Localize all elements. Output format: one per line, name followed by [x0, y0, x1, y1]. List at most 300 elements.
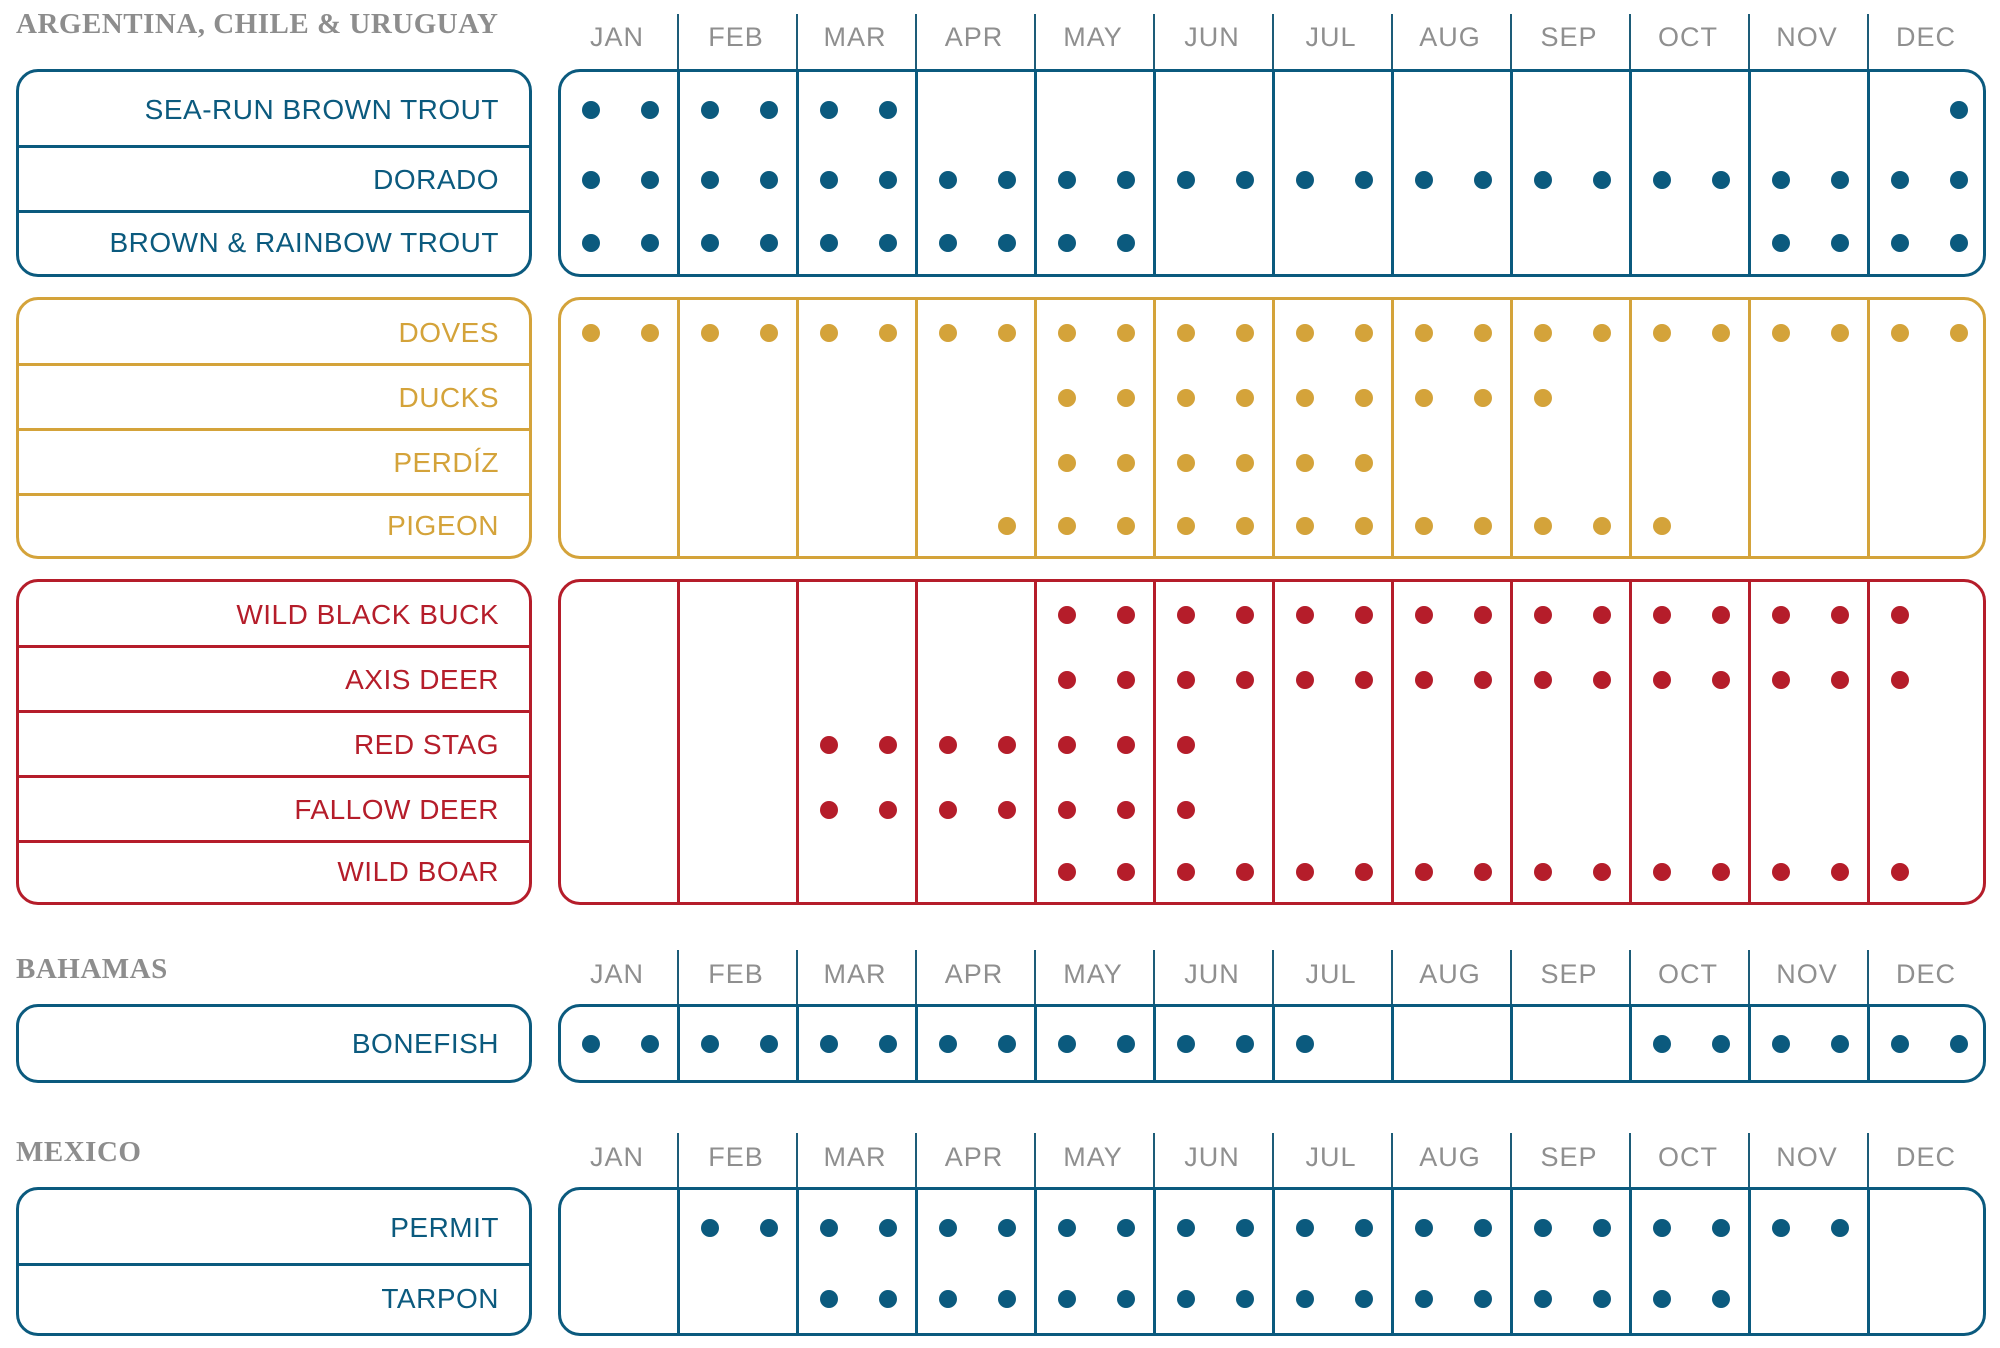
section-title: BAHAMAS [16, 953, 168, 985]
season-dot [939, 1219, 957, 1237]
season-dot [1058, 1035, 1076, 1053]
month-divider [1629, 582, 1632, 902]
season-grid [558, 1187, 1986, 1336]
season-dot [1236, 324, 1254, 342]
season-dot [1534, 863, 1552, 881]
season-dot [1593, 1290, 1611, 1308]
season-dot [1712, 606, 1730, 624]
season-dot [939, 1290, 957, 1308]
season-dot [1534, 517, 1552, 535]
species-label: PIGEON [387, 510, 499, 541]
species-label-box [16, 1187, 532, 1336]
species-row [19, 72, 529, 147]
month-header: FEB [708, 959, 764, 989]
month-divider [1629, 72, 1632, 274]
season-dot [998, 1290, 1016, 1308]
season-dot [820, 736, 838, 754]
season-dot [1653, 324, 1671, 342]
season-dot [820, 1219, 838, 1237]
species-row [19, 1007, 529, 1080]
species-label: DUCKS [398, 382, 499, 413]
season-dot [1415, 1290, 1433, 1308]
season-dot [1296, 171, 1314, 189]
season-dot [1117, 171, 1135, 189]
season-dot [760, 1219, 778, 1237]
month-divider [1510, 1190, 1513, 1333]
month-divider [796, 1190, 799, 1333]
month-header-divider [677, 950, 679, 1006]
season-dot [1772, 234, 1790, 252]
season-dot [1891, 863, 1909, 881]
month-header-divider [1629, 1133, 1631, 1189]
month-header-divider [1748, 1133, 1750, 1189]
season-dot [939, 171, 957, 189]
species-label: SEA-RUN BROWN TROUT [144, 94, 499, 125]
season-dot [879, 736, 897, 754]
season-dot [879, 324, 897, 342]
season-dot [1296, 863, 1314, 881]
row-divider [19, 363, 529, 366]
season-dot [760, 324, 778, 342]
month-divider [1867, 1190, 1870, 1333]
season-dot [641, 171, 659, 189]
month-divider [1867, 582, 1870, 902]
month-divider [1153, 1007, 1156, 1080]
month-header-divider [1748, 14, 1750, 70]
season-dot [998, 234, 1016, 252]
month-divider [1391, 582, 1394, 902]
season-dot [1058, 1219, 1076, 1237]
season-dot [641, 324, 659, 342]
month-header-divider [1034, 1133, 1036, 1189]
season-dot [1534, 389, 1552, 407]
season-dot [1355, 389, 1373, 407]
season-dot [1593, 863, 1611, 881]
month-header: NOV [1776, 1142, 1838, 1172]
month-header: MAR [823, 1142, 887, 1172]
season-dot [582, 324, 600, 342]
month-header-divider [915, 14, 917, 70]
season-dot [1772, 324, 1790, 342]
season-dot [1474, 671, 1492, 689]
season-dot [1355, 324, 1373, 342]
season-dot [1950, 101, 1968, 119]
species-row [19, 212, 529, 274]
season-dot [760, 234, 778, 252]
season-dot [879, 801, 897, 819]
season-dot [1117, 801, 1135, 819]
season-dot [1117, 454, 1135, 472]
season-dot [1831, 234, 1849, 252]
month-divider [915, 1007, 918, 1080]
season-dot [1772, 863, 1790, 881]
season-dot [641, 101, 659, 119]
species-row [19, 365, 529, 430]
season-dot [1236, 863, 1254, 881]
season-dot [939, 324, 957, 342]
month-header-divider [677, 1133, 679, 1189]
season-dot [701, 324, 719, 342]
month-divider [1510, 582, 1513, 902]
season-dot [1117, 234, 1135, 252]
season-dot [1653, 606, 1671, 624]
month-header-divider [1153, 14, 1155, 70]
season-dot [1772, 1219, 1790, 1237]
season-dot [1355, 1219, 1373, 1237]
season-dot [879, 171, 897, 189]
season-dot [1891, 671, 1909, 689]
season-dot [1712, 1290, 1730, 1308]
row-divider [19, 145, 529, 148]
season-dot [1772, 171, 1790, 189]
season-dot [1177, 517, 1195, 535]
month-divider [1510, 72, 1513, 274]
month-header: SEP [1540, 22, 1598, 52]
season-dot [641, 1035, 659, 1053]
season-dot [1831, 863, 1849, 881]
season-dot [701, 1035, 719, 1053]
month-header: NOV [1776, 22, 1838, 52]
season-dot [582, 234, 600, 252]
season-dot [1831, 671, 1849, 689]
month-divider [1153, 582, 1156, 902]
season-grid [558, 1004, 1986, 1083]
season-dot [1950, 171, 1968, 189]
month-divider [1153, 1190, 1156, 1333]
season-grid [558, 579, 1986, 905]
species-label-box [16, 297, 532, 559]
month-header: SEP [1540, 1142, 1598, 1172]
row-divider [19, 645, 529, 648]
species-label: FALLOW DEER [294, 794, 499, 825]
month-header: AUG [1419, 959, 1481, 989]
season-dot [998, 801, 1016, 819]
season-dot [1474, 171, 1492, 189]
month-divider [1867, 72, 1870, 274]
month-header: JUL [1305, 22, 1357, 52]
season-dot [1653, 863, 1671, 881]
season-dot [1534, 171, 1552, 189]
month-header-divider [1391, 950, 1393, 1006]
month-header-divider [915, 950, 917, 1006]
season-dot [820, 1035, 838, 1053]
season-dot [1355, 671, 1373, 689]
month-header: MAR [823, 22, 887, 52]
season-dot [1831, 1035, 1849, 1053]
section-title: ARGENTINA, CHILE & URUGUAY [16, 8, 499, 40]
month-divider [1391, 300, 1394, 556]
season-dot [1831, 606, 1849, 624]
month-divider [677, 1190, 680, 1333]
month-header-divider [915, 1133, 917, 1189]
month-header-divider [1510, 950, 1512, 1006]
season-dot [1415, 517, 1433, 535]
season-dot [1653, 171, 1671, 189]
season-dot [1117, 389, 1135, 407]
season-dot [1355, 171, 1373, 189]
season-dot [939, 736, 957, 754]
month-header: FEB [708, 22, 764, 52]
season-dot [1712, 171, 1730, 189]
season-dot [1177, 1290, 1195, 1308]
season-dot [760, 1035, 778, 1053]
season-dot [1593, 517, 1611, 535]
month-header: MAY [1063, 959, 1123, 989]
species-row [19, 1190, 529, 1265]
species-label: PERDÍZ [393, 447, 499, 478]
month-header: OCT [1658, 959, 1718, 989]
month-header: NOV [1776, 959, 1838, 989]
season-dot [1474, 389, 1492, 407]
season-dot [1058, 863, 1076, 881]
species-row [19, 712, 529, 777]
season-dot [1117, 671, 1135, 689]
row-divider [19, 210, 529, 213]
month-header-divider [1034, 950, 1036, 1006]
season-grid [558, 297, 1986, 559]
season-dot [1355, 606, 1373, 624]
month-header-divider [796, 1133, 798, 1189]
season-dot [1474, 606, 1492, 624]
season-dot [1534, 1290, 1552, 1308]
month-header: JAN [589, 1142, 644, 1172]
season-dot [1236, 171, 1254, 189]
month-header-divider [1153, 950, 1155, 1006]
month-header: AUG [1419, 22, 1481, 52]
month-divider [1629, 300, 1632, 556]
season-dot [1177, 801, 1195, 819]
season-dot [1950, 234, 1968, 252]
season-dot [1593, 671, 1611, 689]
season-dot [582, 101, 600, 119]
row-divider [19, 840, 529, 843]
season-dot [1236, 1219, 1254, 1237]
month-header: FEB [708, 1142, 764, 1172]
season-dot [760, 171, 778, 189]
section-title: MEXICO [16, 1136, 142, 1168]
season-dot [1236, 671, 1254, 689]
season-dot [1415, 671, 1433, 689]
season-dot [939, 234, 957, 252]
season-dot [1058, 324, 1076, 342]
month-divider [1153, 72, 1156, 274]
species-row [19, 582, 529, 647]
season-dot [1415, 389, 1433, 407]
season-dot [879, 1219, 897, 1237]
species-label: DOVES [398, 317, 499, 348]
season-dot [1415, 863, 1433, 881]
season-dot [1177, 389, 1195, 407]
month-header: JUN [1184, 1142, 1240, 1172]
month-header-divider [1629, 14, 1631, 70]
species-label: PERMIT [390, 1212, 499, 1243]
season-dot [1712, 1035, 1730, 1053]
season-dot [1236, 454, 1254, 472]
season-dot [1772, 671, 1790, 689]
month-divider [796, 72, 799, 274]
row-divider [19, 775, 529, 778]
month-header: SEP [1540, 959, 1598, 989]
season-dot [1355, 517, 1373, 535]
season-dot [1117, 1219, 1135, 1237]
species-row [19, 647, 529, 712]
season-dot [1177, 606, 1195, 624]
month-divider [1034, 582, 1037, 902]
species-label-box [16, 1004, 532, 1083]
season-dot [1891, 324, 1909, 342]
season-dot [1236, 1290, 1254, 1308]
month-divider [796, 300, 799, 556]
season-dot [1891, 234, 1909, 252]
season-dot [820, 101, 838, 119]
species-row [19, 1265, 529, 1333]
season-dot [998, 1219, 1016, 1237]
season-dot [879, 101, 897, 119]
season-dot [1534, 1219, 1552, 1237]
season-dot [879, 234, 897, 252]
season-dot [1355, 863, 1373, 881]
season-dot [1296, 324, 1314, 342]
month-header-divider [1867, 950, 1869, 1006]
month-divider [1034, 300, 1037, 556]
season-dot [1534, 324, 1552, 342]
season-dot [998, 1035, 1016, 1053]
season-dot [701, 1219, 719, 1237]
species-row [19, 430, 529, 495]
season-dot [1772, 1035, 1790, 1053]
species-label: WILD BOAR [337, 856, 499, 887]
month-divider [1034, 72, 1037, 274]
month-header-divider [1272, 950, 1274, 1006]
season-dot [1058, 517, 1076, 535]
species-row [19, 777, 529, 842]
season-dot [1653, 671, 1671, 689]
species-row [19, 842, 529, 902]
month-header-divider [1867, 1133, 1869, 1189]
season-dot [1117, 517, 1135, 535]
month-divider [1391, 72, 1394, 274]
season-dot [1891, 606, 1909, 624]
season-dot [1117, 1290, 1135, 1308]
month-header-divider [1867, 14, 1869, 70]
row-divider [19, 1263, 529, 1266]
season-dot [1415, 171, 1433, 189]
season-dot [1593, 324, 1611, 342]
season-dot [1653, 1290, 1671, 1308]
species-label: WILD BLACK BUCK [236, 599, 499, 630]
season-dot [1058, 801, 1076, 819]
month-divider [915, 1190, 918, 1333]
season-dot [1296, 671, 1314, 689]
species-label: AXIS DEER [345, 664, 499, 695]
season-dot [998, 324, 1016, 342]
season-dot [582, 1035, 600, 1053]
month-header-divider [1272, 1133, 1274, 1189]
month-header: APR [944, 1142, 1004, 1172]
season-dot [1653, 1035, 1671, 1053]
season-dot [1058, 1290, 1076, 1308]
month-header: OCT [1658, 22, 1718, 52]
season-dot [1415, 1219, 1433, 1237]
season-dot [998, 171, 1016, 189]
month-divider [1748, 72, 1751, 274]
month-header-divider [1034, 14, 1036, 70]
month-header-divider [1510, 1133, 1512, 1189]
season-dot [1831, 171, 1849, 189]
season-dot [1177, 454, 1195, 472]
season-grid [558, 69, 1986, 277]
season-dot [701, 234, 719, 252]
species-label: TARPON [381, 1283, 499, 1314]
month-header: DEC [1895, 959, 1956, 989]
season-dot [1177, 736, 1195, 754]
season-dot [760, 101, 778, 119]
season-dot [879, 1290, 897, 1308]
month-divider [915, 72, 918, 274]
season-dot [1177, 863, 1195, 881]
month-divider [1272, 72, 1275, 274]
season-dot [939, 1035, 957, 1053]
species-label: DORADO [373, 164, 499, 195]
season-dot [1415, 324, 1433, 342]
season-dot [701, 171, 719, 189]
season-dot [1415, 606, 1433, 624]
season-dot [1177, 1219, 1195, 1237]
season-dot [582, 171, 600, 189]
season-dot [1117, 736, 1135, 754]
row-divider [19, 710, 529, 713]
season-dot [998, 736, 1016, 754]
month-divider [796, 1007, 799, 1080]
month-header: JUN [1184, 22, 1240, 52]
season-dot [1534, 671, 1552, 689]
month-divider [1867, 300, 1870, 556]
month-divider [1510, 300, 1513, 556]
month-divider [1391, 1190, 1394, 1333]
season-dot [1236, 606, 1254, 624]
month-header-divider [1391, 1133, 1393, 1189]
season-dot [1474, 863, 1492, 881]
season-dot [939, 801, 957, 819]
month-header: DEC [1895, 22, 1956, 52]
species-label: RED STAG [353, 729, 499, 760]
season-dot [1653, 517, 1671, 535]
season-dot [820, 234, 838, 252]
season-dot [1891, 1035, 1909, 1053]
season-dot [1177, 671, 1195, 689]
month-divider [1034, 1190, 1037, 1333]
season-dot [1712, 1219, 1730, 1237]
month-header-divider [1629, 950, 1631, 1006]
season-dot [1177, 324, 1195, 342]
species-label: BROWN & RAINBOW TROUT [109, 227, 499, 258]
season-dot [1593, 606, 1611, 624]
season-dot [1474, 324, 1492, 342]
month-divider [677, 72, 680, 274]
month-header: OCT [1658, 1142, 1718, 1172]
season-dot [1831, 1219, 1849, 1237]
month-header-divider [796, 14, 798, 70]
month-header-divider [1510, 14, 1512, 70]
month-header: APR [944, 959, 1004, 989]
month-header: JUN [1184, 959, 1240, 989]
month-divider [1510, 1007, 1513, 1080]
season-dot [1058, 454, 1076, 472]
season-dot [1236, 389, 1254, 407]
month-divider [1629, 1190, 1632, 1333]
season-dot [1296, 1219, 1314, 1237]
month-divider [1272, 300, 1275, 556]
